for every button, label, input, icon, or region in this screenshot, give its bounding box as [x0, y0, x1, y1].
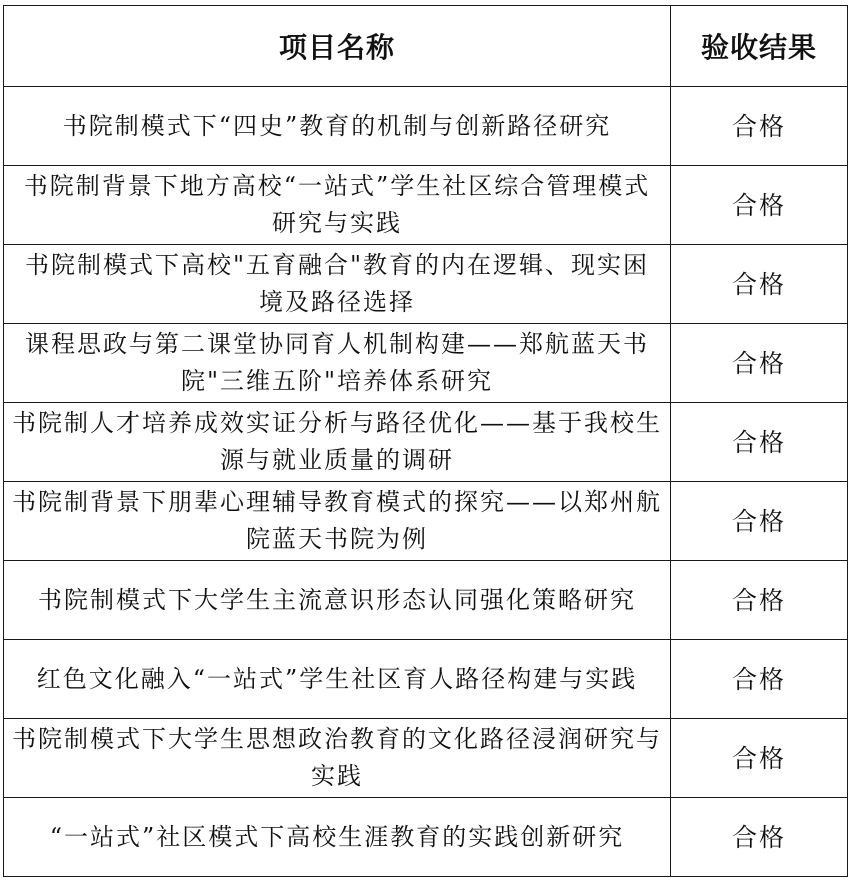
result-cell: 合格 [671, 87, 848, 166]
result-cell: 合格 [671, 166, 848, 245]
project-name-cell: 书院制人才培养成效实证分析与路径优化——基于我校生源与就业质量的调研 [4, 403, 671, 482]
project-name-cell: “一站式”社区模式下高校生涯教育的实践创新研究 [4, 798, 671, 877]
project-name-cell: 书院制模式下大学生思想政治教育的文化路径浸润研究与实践 [4, 719, 671, 798]
result-cell: 合格 [671, 798, 848, 877]
project-name-cell: 书院制模式下“四史”教育的机制与创新路径研究 [4, 87, 671, 166]
project-name-cell: 书院制背景下朋辈心理辅导教育模式的探究——以郑州航院蓝天书院为例 [4, 482, 671, 561]
result-cell: 合格 [671, 403, 848, 482]
project-name-cell: 书院制模式下高校"五育融合"教育的内在逻辑、现实困境及路径选择 [4, 245, 671, 324]
table-row [4, 719, 848, 798]
result-cell: 合格 [671, 324, 848, 403]
result-cell: 合格 [671, 245, 848, 324]
acceptance-results-table [3, 5, 848, 877]
acceptance-result-header: 验收结果 [671, 6, 848, 87]
project-name-cell: 书院制模式下大学生主流意识形态认同强化策略研究 [4, 561, 671, 640]
project-name-header: 项目名称 [4, 6, 671, 87]
table-row [4, 324, 848, 403]
result-cell: 合格 [671, 561, 848, 640]
project-name-cell: 红色文化融入“一站式”学生社区育人路径构建与实践 [4, 640, 671, 719]
result-cell: 合格 [671, 482, 848, 561]
table-row [4, 561, 848, 640]
project-name-cell: 书院制背景下地方高校“一站式”学生社区综合管理模式研究与实践 [4, 166, 671, 245]
table-row [4, 403, 848, 482]
table-row [4, 245, 848, 324]
header-row [4, 6, 848, 87]
table-row [4, 640, 848, 719]
table-row [4, 482, 848, 561]
result-cell: 合格 [671, 640, 848, 719]
table-row [4, 87, 848, 166]
table-row [4, 166, 848, 245]
result-cell: 合格 [671, 719, 848, 798]
table-row [4, 798, 848, 877]
project-name-cell: 课程思政与第二课堂协同育人机制构建——郑航蓝天书院"三维五阶"培养体系研究 [4, 324, 671, 403]
